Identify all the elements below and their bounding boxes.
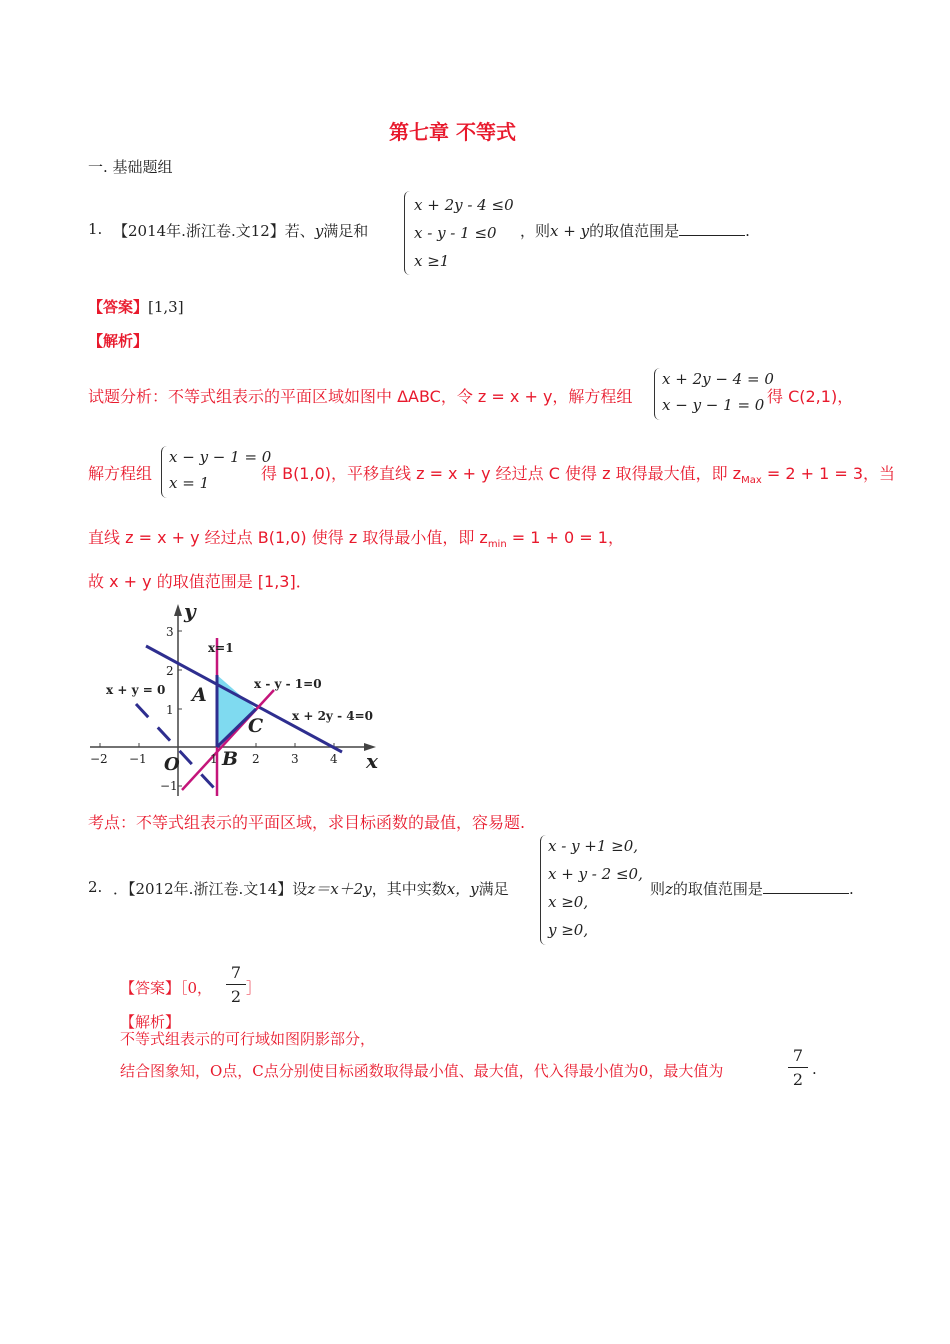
label-x-y-1: x - y - 1=0	[254, 677, 322, 691]
q1-line2-system: x − y − 1 = 0 x = 1	[169, 448, 272, 492]
label-x-2y-4: x + 2y - 4=0	[292, 709, 373, 723]
y-tick-1: 1	[166, 703, 174, 717]
q2-analysis-line1: 不等式组表示的可行域如图阴影部分，	[120, 1030, 376, 1048]
q2-answer-blank	[763, 893, 849, 894]
q1-system: x + 2y - 4 ≤0 x - y - 1 ≤0 x ≥1	[414, 196, 514, 270]
q2-end-period: .	[812, 1060, 817, 1078]
q2-answer: 【答案】［0，	[120, 979, 213, 997]
q1-analysis-line1: 试题分析：不等式组表示的平面区域如图中 ΔABC，令 z = x + y，解方程组	[88, 387, 633, 406]
q2-system: x - y +1 ≥0, x + y - 2 ≤0, x ≥0, y ≥0,	[548, 837, 643, 939]
q1-number: 1.	[88, 220, 103, 238]
q2-analysis-label: 【解析】	[120, 1013, 181, 1031]
q2-number: 2.	[88, 878, 103, 896]
q2-source: ．【2012年.浙江卷.文14】设z＝x＋2y，其中实数x，y满足	[113, 880, 509, 898]
section-heading: 一. 基础题组	[88, 158, 173, 176]
line-x-2y-4	[146, 646, 342, 752]
x-tick-4: 4	[330, 752, 338, 766]
point-b-label: B	[222, 748, 239, 770]
y-tick-3: 3	[166, 625, 174, 639]
q1-analysis-line1-end: 得 C(2,1)，	[767, 387, 854, 406]
x-tick-2: 2	[252, 752, 260, 766]
q1-analysis-line2-start: 解方程组	[88, 464, 153, 483]
point-a-label: A	[192, 684, 207, 706]
q2-analysis-line2: 结合图象知，O点，C点分别使目标函数取得最小值、最大值，代入得最小值为0，最大值为	[120, 1062, 724, 1080]
y-axis-label: y	[184, 600, 196, 623]
y-tick-neg1: −1	[160, 779, 178, 793]
x-axis-label: x	[366, 749, 378, 773]
x-tick-neg2: −2	[90, 752, 108, 766]
q1-source: 【2014年.浙江卷.文12】若、y满足和	[113, 222, 369, 240]
q2-system-brace	[540, 835, 547, 945]
q1-answer-blank	[679, 235, 745, 236]
label-x-equals-1: x=1	[208, 641, 234, 655]
q1-answer: 【答案】[1,3]	[88, 298, 184, 316]
page-title: 第七章 不等式	[389, 120, 516, 144]
y-tick-2: 2	[166, 664, 174, 678]
x-tick-1: 1	[210, 752, 218, 766]
q1-system-brace	[404, 191, 411, 275]
q1-analysis-line3: 直线 z = x + y 经过点 B(1,0) 使得 z 取得最小值，即 $z_{min} = 1 + 0 = 1$，	[88, 528, 624, 551]
q1-analysis-label: 【解析】	[88, 332, 149, 350]
q1-line1-system: x + 2y − 4 = 0 x − y − 1 = 0	[662, 370, 774, 414]
y-axis-arrow	[174, 604, 182, 616]
q2-max-fraction: 7 2	[788, 1046, 808, 1089]
q1-line2-brace	[161, 446, 168, 498]
x-tick-neg1: −1	[129, 752, 147, 766]
q2-question-tail: 则z的取值范围是 .	[650, 880, 854, 898]
q1-analysis-line2: 得 B(1,0)，平移直线 z = x + y 经过点 C 使得 z 取得最大值，即 $z_{Max} = 2 + 1 = 3$，当	[261, 464, 896, 487]
q2-answer-fraction: 7 2	[226, 963, 246, 1006]
q1-question-tail: ，则x + y的取值范围是 .	[520, 222, 750, 240]
x-tick-3: 3	[291, 752, 299, 766]
line-x-plus-y-0	[136, 704, 214, 788]
label-x-plus-y-0: x + y = 0	[106, 683, 166, 697]
q1-kaodian: 考点：不等式组表示的平面区域，求目标函数的最值，容易题.	[88, 813, 526, 832]
q1-line1-brace	[654, 368, 661, 420]
origin-label: O	[164, 754, 180, 775]
q1-region-graph	[86, 600, 386, 800]
point-c-label: C	[248, 715, 264, 737]
q1-analysis-line4: 故 x + y 的取值范围是 [1,3]．	[88, 572, 312, 591]
q2-answer-close: ］	[246, 979, 262, 997]
